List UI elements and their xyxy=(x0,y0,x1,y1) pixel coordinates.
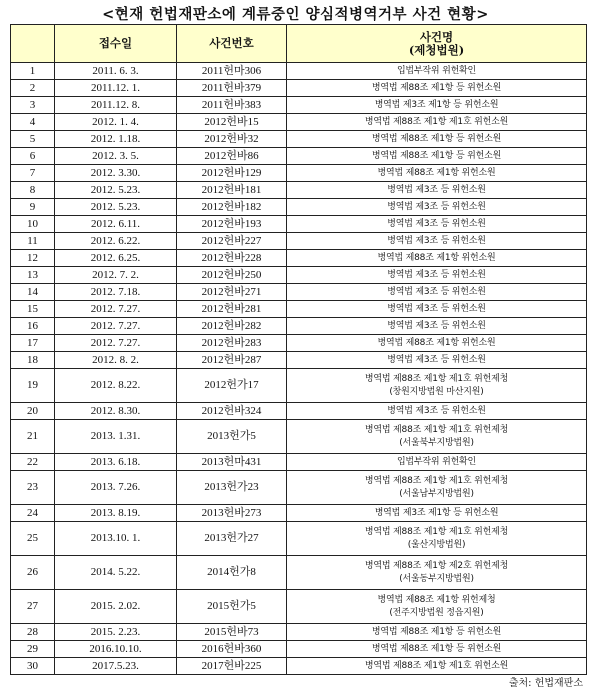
case-name: 병역법 제88조 제1항 등 위헌소원 xyxy=(371,643,502,654)
receipt-date: 2012. 6.25. xyxy=(55,250,177,267)
case-number: 2015헌바73 xyxy=(177,624,287,641)
receipt-date: 2015. 2.23. xyxy=(55,624,177,641)
row-number: 27 xyxy=(11,590,55,624)
header-name-title: 사건명 xyxy=(419,29,454,44)
table-row xyxy=(11,505,587,522)
table-row xyxy=(11,335,587,352)
header-num xyxy=(11,25,55,63)
case-name-cell xyxy=(287,97,587,114)
case-name: 병역법 제3조 등 위헌소원 xyxy=(387,269,486,280)
case-number: 2012헌바228 xyxy=(177,250,287,267)
case-name: 병역법 제88조 제1항 위헌소원 xyxy=(377,337,496,348)
row-number: 16 xyxy=(11,318,55,335)
case-name-cell xyxy=(287,233,587,250)
row-number: 7 xyxy=(11,165,55,182)
row-number: 17 xyxy=(11,335,55,352)
row-number: 11 xyxy=(11,233,55,250)
case-name-cell xyxy=(287,403,587,420)
case-number: 2013헌바273 xyxy=(177,505,287,522)
receipt-date: 2016.10.10. xyxy=(55,641,177,658)
case-name-cell xyxy=(287,131,587,148)
row-number: 21 xyxy=(11,420,55,454)
requesting-court: (울산지방법원) xyxy=(407,539,466,550)
row-number: 18 xyxy=(11,352,55,369)
table-row xyxy=(11,114,587,131)
case-number: 2013헌가5 xyxy=(177,420,287,454)
table-row xyxy=(11,131,587,148)
case-name: 병역법 제88조 제1항 등 위헌소원 xyxy=(371,133,502,144)
case-number: 2012헌바227 xyxy=(177,233,287,250)
case-number: 2014헌가8 xyxy=(177,556,287,590)
receipt-date: 2012. 8.22. xyxy=(55,369,177,403)
case-name: 병역법 제88조 제1항 등 위헌소원 xyxy=(371,150,502,161)
row-number: 25 xyxy=(11,522,55,556)
row-number: 26 xyxy=(11,556,55,590)
case-name-cell xyxy=(287,318,587,335)
receipt-date: 2013. 8.19. xyxy=(55,505,177,522)
case-name-cell xyxy=(287,148,587,165)
row-number: 29 xyxy=(11,641,55,658)
case-name: 병역법 제3조 등 위헌소원 xyxy=(387,286,486,297)
table-row xyxy=(11,267,587,284)
case-name: 병역법 제88조 제1항 위헌소원 xyxy=(377,252,496,263)
case-name-cell xyxy=(287,641,587,658)
case-name-cell xyxy=(287,165,587,182)
header-date: 접수일 xyxy=(55,25,177,63)
receipt-date: 2011. 6. 3. xyxy=(55,63,177,80)
table-row xyxy=(11,590,587,624)
receipt-date: 2012. 3.30. xyxy=(55,165,177,182)
case-number: 2013헌가23 xyxy=(177,471,287,505)
table-title: <현재 헌법재판소에 계류중인 양심적병역거부 사건 현황> xyxy=(102,6,489,23)
case-name: 병역법 제88조 제1항 등 위헌소원 xyxy=(371,82,502,93)
case-name-cell xyxy=(287,590,587,624)
requesting-court: (전주지방법원 정읍지원) xyxy=(389,607,484,618)
case-name: 병역법 제88조 제1항 위헌제청 xyxy=(377,594,496,605)
case-name-cell xyxy=(287,250,587,267)
case-name-cell xyxy=(287,624,587,641)
case-name: 병역법 제88조 제1항 제1호 위헌제청 xyxy=(364,475,509,486)
row-number: 20 xyxy=(11,403,55,420)
requesting-court: (서울남부지방법원) xyxy=(399,488,474,499)
case-number: 2012헌바86 xyxy=(177,148,287,165)
case-number: 2013헌마431 xyxy=(177,454,287,471)
case-name: 병역법 제3조 등 위헌소원 xyxy=(387,218,486,229)
case-number: 2012헌바324 xyxy=(177,403,287,420)
header-case: 사건번호 xyxy=(177,25,287,63)
case-name: 병역법 제88조 제1항 제2호 위헌제청 xyxy=(364,560,509,571)
table-row xyxy=(11,165,587,182)
receipt-date: 2011.12. 8. xyxy=(55,97,177,114)
case-number: 2015헌가5 xyxy=(177,590,287,624)
case-number: 2012헌바181 xyxy=(177,182,287,199)
case-name: 병역법 제3조 제1항 등 위헌소원 xyxy=(374,99,499,110)
table-row xyxy=(11,284,587,301)
table-row xyxy=(11,522,587,556)
table-row xyxy=(11,556,587,590)
receipt-date: 2013. 6.18. xyxy=(55,454,177,471)
row-number: 3 xyxy=(11,97,55,114)
row-number: 13 xyxy=(11,267,55,284)
case-name: 병역법 제88조 제1항 위헌소원 xyxy=(377,167,496,178)
case-name: 병역법 제88조 제1항 제1호 위헌제청 xyxy=(364,373,509,384)
table-row xyxy=(11,403,587,420)
receipt-date: 2011.12. 1. xyxy=(55,80,177,97)
case-number: 2012헌바250 xyxy=(177,267,287,284)
row-number: 2 xyxy=(11,80,55,97)
case-name: 병역법 제3조 등 위헌소원 xyxy=(387,201,486,212)
receipt-date: 2012. 5.23. xyxy=(55,199,177,216)
case-number: 2012헌바271 xyxy=(177,284,287,301)
case-name-cell xyxy=(287,80,587,97)
case-name: 병역법 제3조 등 위헌소원 xyxy=(387,354,486,365)
case-number: 2012헌바15 xyxy=(177,114,287,131)
receipt-date: 2012. 6.11. xyxy=(55,216,177,233)
requesting-court: (서울동부지방법원) xyxy=(399,573,474,584)
receipt-date: 2012. 7.27. xyxy=(55,318,177,335)
table-row xyxy=(11,454,587,471)
case-name-cell xyxy=(287,505,587,522)
row-number: 19 xyxy=(11,369,55,403)
case-name-cell xyxy=(287,658,587,675)
receipt-date: 2012. 3. 5. xyxy=(55,148,177,165)
row-number: 22 xyxy=(11,454,55,471)
case-number: 2012헌바282 xyxy=(177,318,287,335)
receipt-date: 2014. 5.22. xyxy=(55,556,177,590)
case-number: 2012헌바287 xyxy=(177,352,287,369)
case-number: 2011헌바379 xyxy=(177,80,287,97)
table-row xyxy=(11,199,587,216)
table-row xyxy=(11,420,587,454)
case-number: 2012헌바193 xyxy=(177,216,287,233)
table-row xyxy=(11,233,587,250)
case-number: 2011헌마306 xyxy=(177,63,287,80)
case-name: 병역법 제88조 제1항 제1호 위헌제청 xyxy=(364,424,509,435)
case-name-cell xyxy=(287,420,587,454)
case-name-cell xyxy=(287,454,587,471)
table-row xyxy=(11,216,587,233)
case-name: 병역법 제3조 등 위헌소원 xyxy=(387,405,486,416)
case-number: 2016헌바360 xyxy=(177,641,287,658)
case-name: 병역법 제3조 등 위헌소원 xyxy=(387,320,486,331)
table-row xyxy=(11,641,587,658)
case-name-cell xyxy=(287,216,587,233)
receipt-date: 2012. 8.30. xyxy=(55,403,177,420)
table-row xyxy=(11,471,587,505)
source-note: 출처: 헌법재판소 xyxy=(508,678,583,689)
receipt-date: 2017.5.23. xyxy=(55,658,177,675)
receipt-date: 2013. 1.31. xyxy=(55,420,177,454)
table-row xyxy=(11,250,587,267)
case-name: 병역법 제88조 제1항 제1호 위헌제청 xyxy=(364,526,509,537)
row-number: 12 xyxy=(11,250,55,267)
case-number: 2013헌가27 xyxy=(177,522,287,556)
case-number: 2011헌바383 xyxy=(177,97,287,114)
table-row xyxy=(11,658,587,675)
receipt-date: 2015. 2.02. xyxy=(55,590,177,624)
case-name-cell xyxy=(287,522,587,556)
case-name-cell xyxy=(287,352,587,369)
case-name: 병역법 제3조 제1항 등 위헌소원 xyxy=(374,507,499,518)
table-row xyxy=(11,182,587,199)
case-name-cell xyxy=(287,63,587,80)
case-name: 병역법 제88조 제1항 제1호 위헌소원 xyxy=(364,116,509,127)
row-number: 6 xyxy=(11,148,55,165)
table-row xyxy=(11,369,587,403)
receipt-date: 2012. 7.27. xyxy=(55,301,177,318)
requesting-court: (서울북부지방법원) xyxy=(399,437,474,448)
table-row xyxy=(11,97,587,114)
row-number: 5 xyxy=(11,131,55,148)
table-row xyxy=(11,352,587,369)
case-name-cell xyxy=(287,267,587,284)
case-name: 병역법 제3조 등 위헌소원 xyxy=(387,303,486,314)
table-row xyxy=(11,318,587,335)
receipt-date: 2012. 7.18. xyxy=(55,284,177,301)
requesting-court: (창원지방법원 마산지원) xyxy=(389,386,484,397)
receipt-date: 2012. 8. 2. xyxy=(55,352,177,369)
case-name: 병역법 제3조 등 위헌소원 xyxy=(387,235,486,246)
case-name-cell xyxy=(287,471,587,505)
receipt-date: 2013. 7.26. xyxy=(55,471,177,505)
table-row xyxy=(11,63,587,80)
case-name-cell xyxy=(287,284,587,301)
case-name-cell xyxy=(287,556,587,590)
row-number: 28 xyxy=(11,624,55,641)
row-number: 4 xyxy=(11,114,55,131)
table-row xyxy=(11,624,587,641)
case-name-cell xyxy=(287,114,587,131)
receipt-date: 2012. 5.23. xyxy=(55,182,177,199)
case-number: 2012헌바129 xyxy=(177,165,287,182)
row-number: 30 xyxy=(11,658,55,675)
receipt-date: 2012. 7.27. xyxy=(55,335,177,352)
case-number: 2012헌바281 xyxy=(177,301,287,318)
case-name-cell xyxy=(287,182,587,199)
row-number: 9 xyxy=(11,199,55,216)
case-name-cell xyxy=(287,369,587,403)
case-number: 2012헌가17 xyxy=(177,369,287,403)
receipt-date: 2012. 1.18. xyxy=(55,131,177,148)
table-row xyxy=(11,148,587,165)
receipt-date: 2012. 6.22. xyxy=(55,233,177,250)
case-name: 입법부작위 위헌확인 xyxy=(396,456,477,467)
receipt-date: 2012. 7. 2. xyxy=(55,267,177,284)
case-name: 입법부작위 위헌확인 xyxy=(396,65,477,76)
case-name: 병역법 제88조 제1항 제1호 위헌소원 xyxy=(364,660,509,671)
table-body xyxy=(11,63,587,675)
row-number: 14 xyxy=(11,284,55,301)
receipt-date: 2013.10. 1. xyxy=(55,522,177,556)
header-row xyxy=(11,25,587,63)
case-name: 병역법 제3조 등 위헌소원 xyxy=(387,184,486,195)
header-name-court: (제청법원) xyxy=(408,42,465,57)
row-number: 23 xyxy=(11,471,55,505)
row-number: 10 xyxy=(11,216,55,233)
header-name xyxy=(287,25,587,63)
table-row xyxy=(11,80,587,97)
case-name-cell xyxy=(287,335,587,352)
row-number: 15 xyxy=(11,301,55,318)
case-number: 2012헌바32 xyxy=(177,131,287,148)
case-name-cell xyxy=(287,301,587,318)
case-number: 2012헌바182 xyxy=(177,199,287,216)
table-row xyxy=(11,301,587,318)
row-number: 8 xyxy=(11,182,55,199)
row-number: 24 xyxy=(11,505,55,522)
case-name-cell xyxy=(287,199,587,216)
receipt-date: 2012. 1. 4. xyxy=(55,114,177,131)
case-name: 병역법 제88조 제1항 등 위헌소원 xyxy=(371,626,502,637)
case-number: 2012헌바283 xyxy=(177,335,287,352)
row-number: 1 xyxy=(11,63,55,80)
case-table xyxy=(10,24,587,675)
case-number: 2017헌바225 xyxy=(177,658,287,675)
